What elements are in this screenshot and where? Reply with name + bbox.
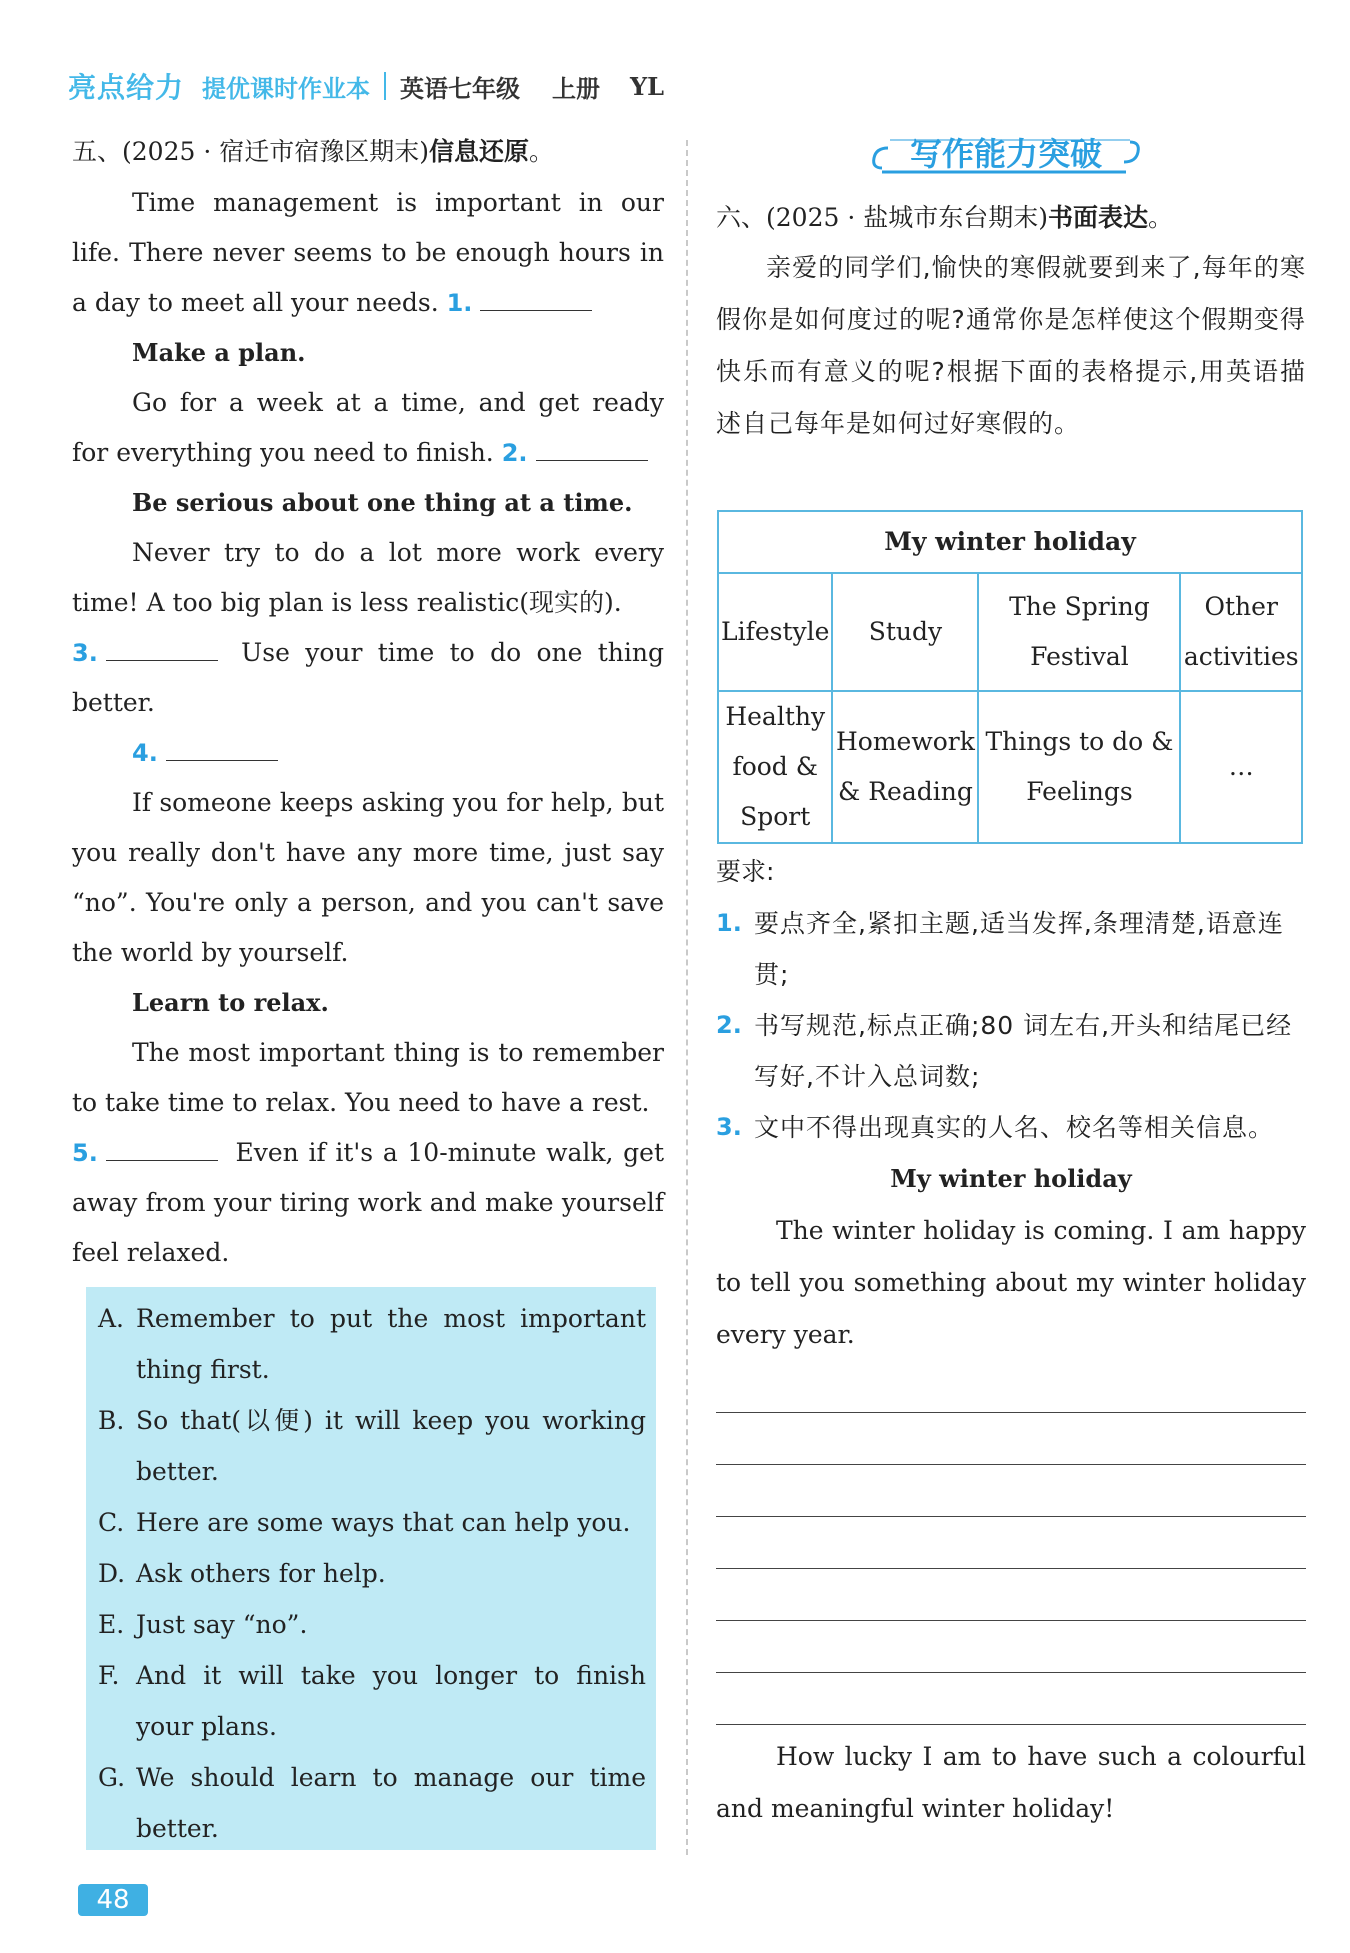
- blank-number: 3.: [72, 639, 98, 667]
- writing-line[interactable]: [716, 1673, 1306, 1725]
- passage-paragraph: Go for a week at a time, and get ready for everything you need to finish. 2.: [72, 388, 664, 467]
- options-list: [98, 1293, 646, 1854]
- answer-blank-1[interactable]: [480, 284, 592, 311]
- book-title: 英语七年级: [400, 74, 521, 103]
- requirements-label: 要求:: [716, 857, 775, 886]
- passage-heading: Be serious about one thing at a time.: [132, 488, 633, 517]
- writing-line[interactable]: [716, 1465, 1306, 1517]
- writing-line[interactable]: [716, 1517, 1306, 1569]
- section-5-title: 五、(2025 · 宿迁市宿豫区期末)信息还原。: [72, 137, 555, 166]
- passage-paragraph: Time management is important in our life. There never seems to be enough hours in a day to meet all your needs. 1.: [72, 188, 664, 317]
- table-cell: Homework & Reading: [832, 691, 978, 843]
- series-title: 提优课时作业本: [202, 74, 371, 103]
- table-header-cell: The Spring Festival: [978, 573, 1180, 691]
- column-divider: [686, 140, 688, 1855]
- table-header-cell: Lifestyle: [718, 573, 832, 691]
- composition-title: My winter holiday: [890, 1164, 1132, 1193]
- composition-opening: The winter holiday is coming. I am happy to tell you something about my winter holiday every year.: [716, 1216, 1306, 1349]
- passage-paragraph: 5. Even if it's a 10-minute walk, get away from your tiring work and make yourself feel relaxed.: [72, 1128, 664, 1278]
- answer-blank-2[interactable]: [536, 434, 648, 461]
- writing-line[interactable]: [716, 1621, 1306, 1673]
- table-cell: Healthy food & Sport: [718, 691, 832, 843]
- requirement-item: 1. 要点齐全,紧扣主题,适当发挥,条理清楚,语意连贯;: [716, 909, 1284, 989]
- section-banner-title: 写作能力突破: [909, 135, 1102, 173]
- passage-paragraph: If someone keeps asking you for help, but you really don't have any more time, just say “no”. You're only a person, and you can't save the world by yourself.: [72, 788, 664, 967]
- writing-line[interactable]: [716, 1569, 1306, 1621]
- task-instructions: 亲爱的同学们,愉快的寒假就要到来了,每年的寒假你是如何度过的呢?通常你是怎样使这个假期变得快乐而有意义的呢?根据下面的表格提示,用英语描述自己每年是如何过好寒假的。: [716, 253, 1306, 438]
- blank-number: 2.: [501, 439, 528, 467]
- volume-label: 上册: [552, 74, 601, 103]
- answer-blank-3[interactable]: [106, 634, 218, 661]
- option-item: E. Just say “no”.: [98, 1610, 308, 1639]
- passage-blank-line: [72, 728, 664, 778]
- header-divider: [384, 72, 386, 100]
- writing-line[interactable]: [716, 1361, 1306, 1413]
- blank-number: 1.: [446, 289, 473, 317]
- brand-logo: 亮点给力: [68, 71, 185, 104]
- page-header: [68, 66, 664, 106]
- page-number: 48: [78, 1884, 148, 1916]
- section-6-title: 六、(2025 · 盐城市东台期末)书面表达。: [716, 203, 1174, 232]
- section-5: [72, 130, 664, 1278]
- table-cell: Things to do & Feelings: [978, 691, 1180, 843]
- option-item: A. Remember to put the most important thing first.: [98, 1304, 646, 1384]
- passage-paragraph: 3. Use your time to do one thing better.: [72, 628, 664, 728]
- option-item: C. Here are some ways that can help you.: [98, 1508, 631, 1537]
- table-cell: …: [1180, 691, 1302, 843]
- hint-table: [717, 510, 1303, 844]
- option-item: B. So that(以便) it will keep you working better.: [98, 1406, 646, 1486]
- passage-heading: Learn to relax.: [132, 988, 329, 1017]
- requirement-item: 2. 书写规范,标点正确;80 词左右,开头和结尾已经写好,不计入总词数;: [716, 1011, 1293, 1091]
- requirements-block: [716, 846, 1306, 1835]
- writing-line[interactable]: [716, 1413, 1306, 1465]
- table-header-cell: Other activities: [1180, 573, 1302, 691]
- answer-blank-4[interactable]: [166, 734, 278, 761]
- option-item: G. We should learn to manage our time better.: [98, 1763, 646, 1843]
- requirement-item: 3. 文中不得出现真实的人名、校名等相关信息。: [716, 1113, 1275, 1142]
- blank-number: 4.: [132, 739, 158, 767]
- answer-blank-5[interactable]: [106, 1134, 218, 1161]
- blank-number: 5.: [72, 1139, 98, 1167]
- table-title: My winter holiday: [718, 511, 1302, 573]
- section-6: [716, 196, 1306, 450]
- option-item: F. And it will take you longer to finish your plans.: [98, 1661, 646, 1741]
- passage-paragraph: The most important thing is to remember to take time to relax. You need to have a rest.: [72, 1038, 664, 1117]
- passage-heading: Make a plan.: [132, 338, 306, 367]
- composition-closing: How lucky I am to have such a colourful and meaningful winter holiday!: [716, 1742, 1306, 1823]
- passage-paragraph: Never try to do a lot more work every time! A too big plan is less realistic(现实的).: [72, 538, 664, 617]
- version-label: YL: [630, 71, 665, 101]
- table-header-cell: Study: [832, 573, 978, 691]
- option-item: D. Ask others for help.: [98, 1559, 386, 1588]
